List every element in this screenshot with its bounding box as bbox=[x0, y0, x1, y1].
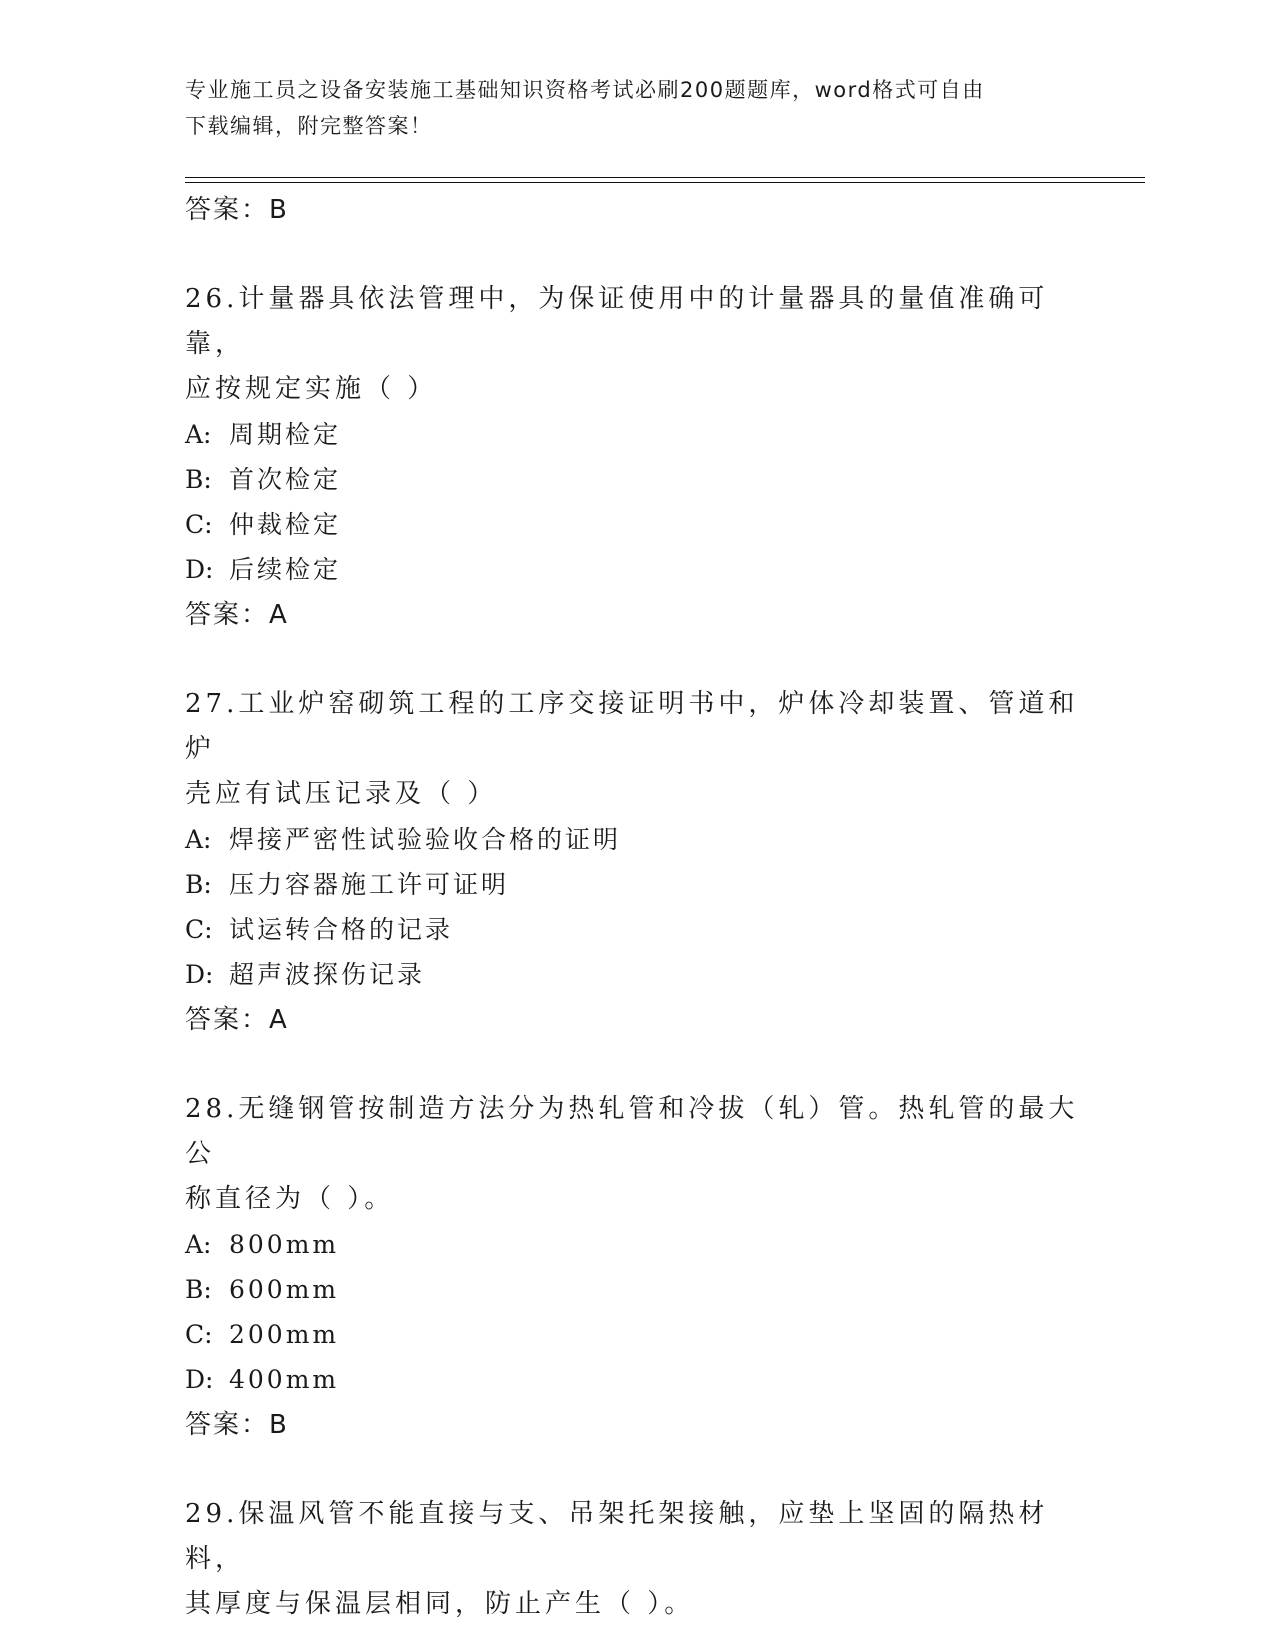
option-text: 超声波探伤记录 bbox=[229, 960, 426, 989]
option-key: A: bbox=[185, 420, 212, 449]
header-line-2: 下载编辑，附完整答案！ bbox=[185, 114, 433, 138]
option-c bbox=[185, 1312, 1085, 1357]
question-line: 称直径为（ ）。 bbox=[185, 1184, 395, 1214]
option-b bbox=[185, 457, 1085, 502]
option-key: A: bbox=[185, 825, 212, 854]
question-29 bbox=[185, 1492, 1085, 1627]
option-text: 仲裁检定 bbox=[229, 510, 342, 539]
question-line: 26.计量器具依法管理中，为保证使用中的计量器具的量值准确可靠， bbox=[185, 284, 1049, 359]
question-27 bbox=[185, 682, 1085, 1043]
question-line: 28.无缝钢管按制造方法分为热轧管和冷拔（轧）管。热轧管的最大公 bbox=[185, 1094, 1079, 1169]
header-divider-bottom bbox=[185, 182, 1145, 183]
header-line-1: 专业施工员之设备安装施工基础知识资格考试必刷200题题库，word格式可自由 bbox=[185, 78, 985, 102]
answer-line: 答案：B bbox=[185, 1410, 289, 1440]
option-b bbox=[185, 862, 1085, 907]
option-text: 周期检定 bbox=[229, 420, 342, 449]
option-key: B: bbox=[185, 1275, 212, 1304]
question-line: 壳应有试压记录及（ ） bbox=[185, 779, 498, 809]
answer-line: 答案：A bbox=[185, 1005, 289, 1035]
option-key: C: bbox=[185, 510, 213, 539]
option-b bbox=[185, 1267, 1085, 1312]
option-text: 焊接严密性试验验收合格的证明 bbox=[229, 825, 622, 854]
option-key: B: bbox=[185, 465, 212, 494]
option-a bbox=[185, 817, 1085, 862]
option-key: C: bbox=[185, 915, 213, 944]
option-key: D: bbox=[185, 960, 214, 989]
option-c bbox=[185, 502, 1085, 547]
option-text: 试运转合格的记录 bbox=[229, 915, 454, 944]
question-28 bbox=[185, 1087, 1085, 1448]
option-text: 200mm bbox=[229, 1320, 340, 1349]
option-key: B: bbox=[185, 870, 212, 899]
option-c bbox=[185, 907, 1085, 952]
question-line: 其厚度与保温层相同，防止产生（ ）。 bbox=[185, 1589, 695, 1619]
header-divider-top bbox=[185, 177, 1145, 178]
option-d bbox=[185, 1357, 1085, 1402]
option-a bbox=[185, 1222, 1085, 1267]
option-key: D: bbox=[185, 555, 214, 584]
question-line: 29.保温风管不能直接与支、吊架托架接触，应垫上坚固的隔热材料， bbox=[185, 1499, 1049, 1574]
option-a bbox=[185, 412, 1085, 457]
question-line: 应按规定实施（ ） bbox=[185, 374, 438, 404]
question-text bbox=[185, 1492, 1085, 1627]
option-key: A: bbox=[185, 1230, 212, 1259]
option-key: C: bbox=[185, 1320, 213, 1349]
question-line: 27.工业炉窑砌筑工程的工序交接证明书中，炉体冷却装置、管道和炉 bbox=[185, 689, 1079, 764]
option-d bbox=[185, 547, 1085, 592]
option-text: 后续检定 bbox=[229, 555, 342, 584]
option-text: 600mm bbox=[229, 1275, 340, 1304]
answer-line: 答案：A bbox=[185, 600, 289, 630]
option-key: D: bbox=[185, 1365, 214, 1394]
option-text: 800mm bbox=[229, 1230, 340, 1259]
question-text bbox=[185, 682, 1085, 817]
option-d bbox=[185, 952, 1085, 997]
document-header bbox=[185, 72, 1065, 144]
option-text: 首次检定 bbox=[229, 465, 342, 494]
question-text bbox=[185, 1087, 1085, 1222]
previous-answer: 答案：B bbox=[185, 195, 289, 225]
option-text: 400mm bbox=[229, 1365, 340, 1394]
question-list bbox=[185, 187, 1085, 1627]
question-26 bbox=[185, 277, 1085, 638]
option-text: 压力容器施工许可证明 bbox=[229, 870, 510, 899]
question-text bbox=[185, 277, 1085, 412]
